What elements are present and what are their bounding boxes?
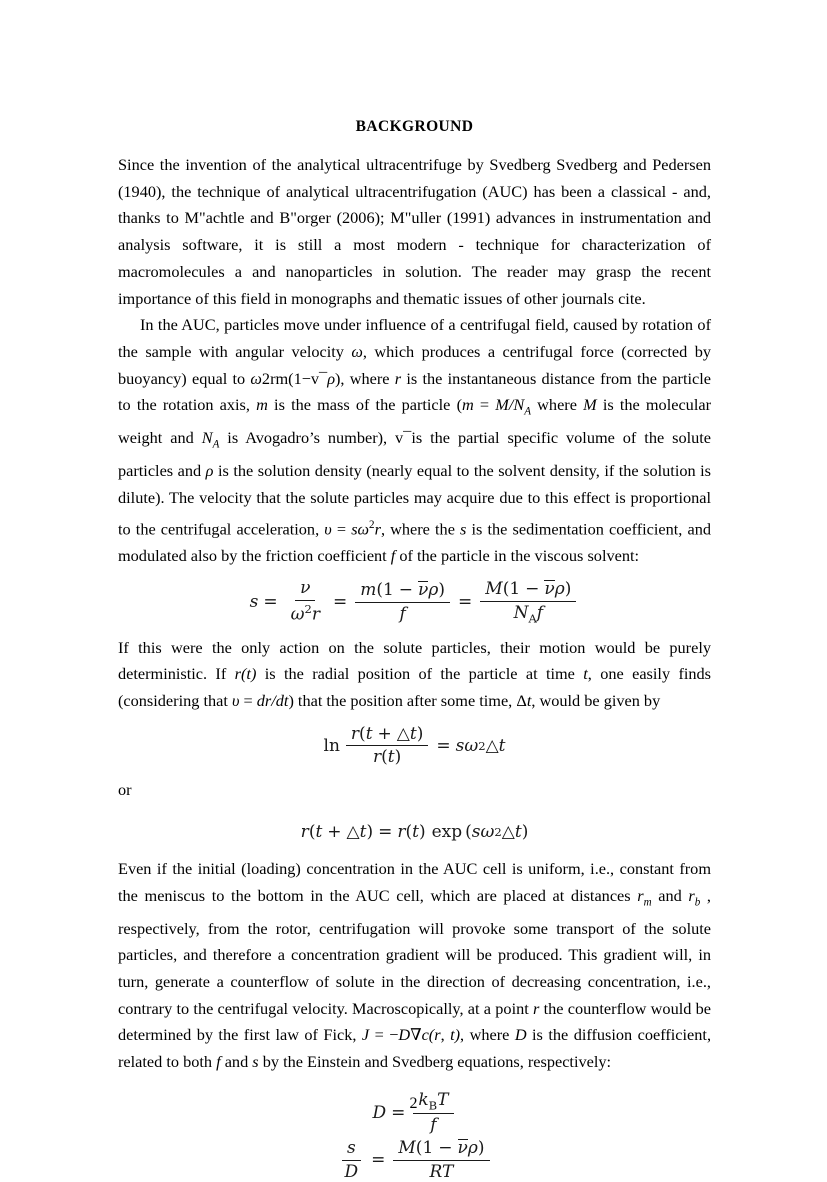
eq1-equals-1: =	[263, 592, 278, 613]
para2-seg11: , where the	[380, 519, 461, 539]
eq4-equals: =	[391, 1102, 406, 1123]
eq1-fraction-2: $\frac{m(1 - \nu\rho)}{f}$	[355, 580, 450, 624]
symbol-m-1: m	[256, 395, 268, 415]
eq1-denominator-r: r	[311, 604, 320, 625]
para2-seg8: is the molecular weight and	[118, 395, 711, 448]
eq5-num-nubar: ν	[457, 1137, 468, 1158]
para2-seg7: where	[531, 395, 584, 415]
eq1-num2-minus: −	[398, 579, 414, 600]
eq2-equals: =	[436, 735, 451, 756]
para2-seg3: 2rm(1−v¯	[261, 368, 328, 388]
symbol-J: J	[361, 1025, 370, 1045]
eq2-num-t: t	[365, 723, 373, 744]
para2-seg9: is Avogadro’s number), v¯is the partial specific volume of the solute particles and	[118, 428, 712, 481]
eq3-exp-t: t	[514, 821, 522, 842]
symbol-f-2: f	[216, 1052, 221, 1072]
eq5-num-M: M	[398, 1137, 416, 1158]
eq2-num-r: r	[350, 723, 360, 744]
symbol-r-1: r	[394, 368, 402, 388]
eq1-num2-one: 1	[382, 579, 394, 600]
eq1-den3-f: f	[536, 602, 544, 623]
symbol-f-1: f	[390, 545, 396, 565]
eq1-equals-3: =	[458, 592, 473, 613]
eq4-lhs-D: D	[372, 1102, 387, 1123]
eq1-num2-nubar: ν	[418, 579, 429, 600]
para4-seg8: by the Einstein and Svedberg equations, respectively:	[258, 1052, 612, 1072]
equation-svedberg	[118, 1138, 711, 1182]
symbol-nu-2: υ	[231, 691, 240, 710]
para3-seg5: , would be given by	[531, 691, 661, 710]
eq1-num3-nubar: ν	[544, 578, 555, 599]
eq5-equals: =	[371, 1150, 386, 1171]
symbol-omega-1: ω	[351, 341, 363, 361]
symbol-A-sub-1: A	[524, 405, 532, 418]
eq1-num3-rho: ρ	[554, 578, 565, 599]
symbol-r-2: r	[374, 519, 381, 539]
para4-seg6: is the diffusion coefficient, related to both	[118, 1025, 712, 1072]
eq3-rhs-t: t	[412, 821, 419, 842]
exponent-two-1: 2	[369, 518, 375, 531]
eq1-num2-rho: ρ	[428, 579, 439, 600]
para2-seg5: is the instantaneous distance from the particle to the rotation axis,	[118, 368, 712, 415]
symbol-delta-1: Δ	[516, 691, 527, 710]
para4-seg7: and	[220, 1052, 253, 1072]
eq3-exp-triangle: △	[501, 821, 515, 842]
eq2-num-triangle: △	[396, 723, 410, 744]
symbol-r-5: r	[434, 1025, 441, 1045]
para4-seg5: , where	[460, 1025, 515, 1045]
eq3-lhs-t: t	[315, 821, 323, 842]
eq2-rhs-s: s	[455, 735, 465, 756]
equation-sedimentation-coefficient	[118, 578, 711, 625]
symbol-rho-1: ρ	[327, 368, 336, 388]
para3-seg1: If this were the only action on the solute particles, their motion would be purely deterministic. If	[118, 637, 711, 684]
eq3-equals: =	[378, 821, 393, 842]
para2-seg10: is the solution density (nearly equal to the solvent density, if the solution is dilute). The velocity that the solute particles may acquire due to this effect is proportional to the centrifugal acceleration,	[118, 461, 711, 539]
eq2-den-t: t	[387, 747, 395, 768]
eq3-exp-exponent: 2	[494, 824, 502, 839]
eq1-equals-2: =	[332, 592, 348, 613]
para2-seg13: of the particle in the viscous solvent:	[395, 545, 640, 565]
paragraph-intro-text: Since the invention of the analytical ultracentrifuge by Svedberg Svedberg and Pedersen (1940), the technique of analytical ultracentrifugation (AUC) has been a classical - and, thanks to M"achtle and B"orger (2006); M"uller (1991) advances in instrumentation and analysis software, it is still a most modern - technique for characterization of macromolecules a and nanoparticles in solution. The reader may grasp the recent importance of this field in monographs and thematic issues of other journals cite.	[118, 155, 711, 308]
eq1-den3-A: A	[528, 611, 537, 626]
symbol-s-1: s	[351, 519, 358, 539]
symbol-r-m-subscript: m	[643, 895, 652, 908]
para2-seg2: , which produces a centrifugal force (corrected by buoyancy) equal to	[118, 341, 711, 388]
eq5-num-s: s	[346, 1137, 356, 1158]
symbol-r-b-subscript: b	[694, 895, 701, 908]
para3-seg4: ) that the position after some time,	[288, 691, 517, 710]
eq1-den2-f: f	[399, 603, 406, 624]
eq5-den-R: R	[429, 1161, 443, 1182]
eq1-den3-N: N	[513, 602, 529, 623]
eq2-rhs-triangle: △	[485, 735, 499, 756]
symbol-r-m: r	[637, 885, 644, 905]
eq5-fraction-lhs	[339, 1138, 363, 1182]
symbol-omega-3: ω	[357, 519, 370, 539]
eq4-num-T: T	[437, 1089, 449, 1110]
eq1-num3-minus: −	[525, 578, 540, 599]
eq3-lhs-r: r	[300, 821, 309, 842]
eq3-lhs-triangle: △	[346, 821, 360, 842]
eq4-den-f: f	[430, 1115, 437, 1136]
eq2-rhs-omega: ω	[464, 735, 479, 756]
eq1-lhs-s: s	[249, 592, 259, 613]
eq1-num3-one: 1	[509, 578, 521, 599]
eq3-rhs-r: r	[397, 821, 406, 842]
paragraph-concentration-gradient: Even if the initial (loading) concentration in the AUC cell is uniform, i.e., constant from the meniscus to the bottom in the AUC cell, which are placed at distances $r_m$ and $r_b$ , respectively, from the rotor, centrifugation will provoke some transport of the solute particles, and therefore a concentration gradient will be produced. This gradient will, in turn, generate a counterflow of solute in the direction of decreasing concentration, i.e., contrary to the centrifugal velocity. Macroscopically, at a point r the counterflow would be determined by the first law of Fick, J = −D∇c(r, t), where D is the diffusion coefficient, related to both f and s by the Einstein and Svedberg equations, respectively:	[118, 858, 712, 1072]
eq1-num3-M: M	[485, 578, 503, 599]
eq1-denominator-exponent: 2	[304, 602, 312, 617]
paragraph-deterministic: If this were the only action on the solute particles, their motion would be purely deterministic. If r(t) is the radial position of the particle at time t, one easily finds (considering that υ = dr/dt) that the position after some time, Δt, would be given by	[118, 637, 712, 710]
eq1-denominator-omega: ω	[290, 604, 305, 625]
symbol-s-3: s	[252, 1052, 259, 1072]
eq1-numerator-nu: ν	[300, 578, 311, 599]
symbol-M-2: M	[583, 395, 597, 415]
symbol-c: c	[421, 1025, 429, 1045]
para4-seg4: the counterflow would be determined by the first law of Fick,	[118, 998, 712, 1045]
eq5-den-D: D	[344, 1161, 359, 1182]
eq3-lhs-dt: t	[359, 821, 367, 842]
eq3-exp-omega: ω	[480, 821, 495, 842]
symbol-r-4: r	[533, 998, 540, 1018]
symbol-N-2: N	[201, 428, 213, 448]
symbol-r-b: r	[688, 885, 695, 905]
equation-log-radial-position	[118, 724, 711, 768]
page-number: 2	[409, 1095, 418, 1112]
symbol-nu-1: υ	[324, 519, 332, 539]
para4-seg3: , respectively, from the rotor, centrifugation will provoke some transport of the solute particles, and therefore a concentration gradient will be produced. This gradient will, in turn, generate a counterflow of solute in the direction of decreasing concentration, i.e., contrary to the centrifugal velocity. Macroscopically, at a point	[118, 885, 711, 1018]
symbol-D-1: D	[398, 1025, 411, 1045]
symbol-N-1: N	[513, 395, 525, 415]
page-content	[118, 118, 711, 1182]
para4-seg1: Even if the initial (loading) concentration in the AUC cell is uniform, i.e., constant from the meniscus to the bottom in the AUC cell, which are placed at distances	[118, 858, 711, 905]
eq5-num-one: 1	[422, 1137, 434, 1158]
eq2-fraction: $\frac{r(t + \triangle t)}{r(t)}$	[346, 724, 428, 768]
connector-or: or	[118, 780, 132, 800]
page-title: BACKGROUND	[355, 118, 474, 135]
paragraph-intro	[118, 152, 711, 312]
symbol-t-3: t	[526, 691, 532, 710]
eq2-ln-operator: ln	[323, 735, 340, 756]
symbol-r-3: r	[234, 664, 241, 684]
equation-radial-position-exponential: r ( t + △ t ) = r ( t ) exp ( s ω 2 △ t )	[300, 821, 529, 842]
eq4-num-B: B	[428, 1098, 438, 1113]
eq5-fraction-rhs: $\frac{M(1 - \nu\rho)}{RT}$	[393, 1138, 489, 1182]
eq2-rhs-t: t	[498, 735, 506, 756]
paragraph-auc-particles: In the AUC, particles move under influence of a centrifugal field, caused by rotation of the sample with angular velocity ω, which produces a centrifugal force (corrected by buoyancy) equal to ω2rm(1−v¯ρ), where r is the instantaneous distance from the particle to the rotation axis, m is the mass of the particle ($m = M/N_A$ where M is the molecular weight and $N_A$ is Avogadro’s number), v¯is the partial specific volume of the solute particles and ρ is the solution density (nearly equal to the solvent density, if the solution is dilute). The velocity that the solute particles may acquire due to this effect is proportional to the centrifugal acceleration, $\upsilon = s\omega^2r$, where the s is the sedimentation coefficient, and modulated also by the friction coefficient f of the particle in the viscous solvent:	[118, 315, 712, 565]
symbol-A-sub-2: A	[212, 438, 220, 451]
para2-seg4: ), where	[335, 368, 395, 388]
eq1-fraction-3: $\frac{M(1 - \nu\rho)}{N_Af}$	[480, 579, 576, 625]
para2-seg6: is the mass of the particle (	[267, 395, 462, 415]
symbol-dr-dt: dr	[256, 691, 272, 710]
symbol-t-1: t	[246, 664, 251, 684]
symbol-s-2: s	[460, 519, 467, 539]
eq3-exp-operator: exp	[431, 821, 463, 842]
symbol-M-1: M	[495, 395, 509, 415]
para3-seg3: , one easily finds (considering that	[118, 664, 712, 710]
para2-seg12: is the sedimentation coefficient, and modulated also by the friction coefficient	[118, 519, 711, 565]
symbol-t-4: t	[450, 1025, 455, 1045]
eq2-rhs-exponent: 2	[478, 738, 486, 753]
eq4-num-k: k	[418, 1089, 429, 1110]
eq3-exp-s: s	[471, 821, 481, 842]
symbol-t-2: t	[583, 664, 588, 684]
eq5-den-T: T	[442, 1161, 454, 1182]
eq5-num-minus: −	[438, 1137, 453, 1158]
para4-seg2: and	[651, 885, 689, 905]
para3-seg2: is the radial position of the particle at time	[256, 664, 584, 684]
eq1-fraction-1	[286, 578, 325, 625]
symbol-D-2: D	[514, 1025, 527, 1045]
symbol-minus-1: −	[389, 1025, 399, 1045]
eq1-num2-m: m	[360, 579, 377, 600]
symbol-nabla: ∇	[410, 1025, 422, 1045]
eq5-num-rho: ρ	[467, 1137, 478, 1158]
symbol-omega-2: ω	[250, 368, 262, 388]
symbol-m-2: m	[462, 395, 474, 415]
eq2-num-dt: t	[409, 723, 417, 744]
eq2-den-r: r	[372, 747, 382, 768]
symbol-rho-2: ρ	[205, 461, 214, 481]
para2-seg1: In the AUC, particles move under influence of a centrifugal field, caused by rotation of the sample with angular velocity	[118, 315, 711, 361]
